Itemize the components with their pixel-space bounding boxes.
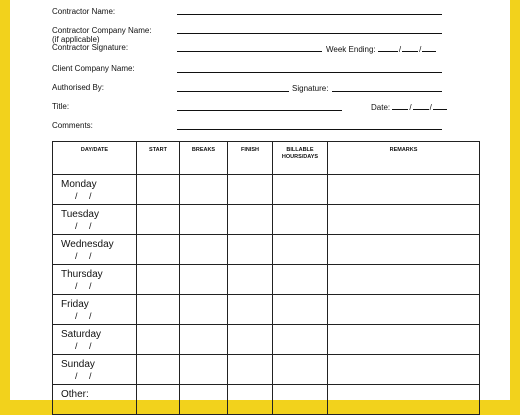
start-cell[interactable] [137,205,180,235]
breaks-cell[interactable] [180,355,228,385]
finish-cell[interactable] [228,355,273,385]
start-cell[interactable] [137,325,180,355]
date-label: Date: [371,103,391,112]
start-cell[interactable] [137,295,180,325]
table-row [53,295,480,325]
finish-cell[interactable] [228,235,273,265]
finish-cell[interactable] [228,175,273,205]
breaks-cell[interactable] [180,325,228,355]
client-company-line[interactable] [177,72,442,73]
remarks-cell[interactable] [328,355,480,385]
header-start: START [137,142,180,175]
date-year[interactable] [433,102,447,110]
day-label: Monday [61,179,97,190]
breaks-cell[interactable] [180,265,228,295]
billable-cell[interactable] [273,355,328,385]
date-field: Date: / / [371,102,447,112]
day-label: Sunday [61,359,95,370]
billable-cell[interactable] [273,175,328,205]
comments-line[interactable] [177,129,442,130]
header-day-date: DAY/DATE [53,142,137,175]
remarks-cell[interactable] [328,205,480,235]
contractor-company-label: Contractor Company Name: [52,26,152,35]
day-label: Thursday [61,269,103,280]
day-cell: Wednesday / / [53,235,137,265]
table-row [53,325,480,355]
date-month[interactable] [413,102,429,110]
authorised-by-line[interactable] [177,91,289,92]
title-line[interactable] [177,110,342,111]
if-applicable-label: (if applicable) [52,35,100,44]
header-billable: BILLABLE HOURS/DAYS [273,142,328,175]
finish-cell[interactable] [228,205,273,235]
table-row [53,205,480,235]
table-row [53,175,480,205]
timesheet-table [52,141,480,415]
billable-cell[interactable] [273,295,328,325]
finish-cell[interactable] [228,265,273,295]
day-cell: Thursday / / [53,265,137,295]
start-cell[interactable] [137,355,180,385]
comments-label: Comments: [52,121,93,130]
finish-cell[interactable] [228,295,273,325]
other-label: Other: [61,389,89,400]
header-breaks: BREAKS [180,142,228,175]
authorised-by-label: Authorised By: [52,83,105,92]
billable-cell[interactable] [273,325,328,355]
day-cell: Saturday / / [53,325,137,355]
remarks-cell[interactable] [328,265,480,295]
header-finish: FINISH [228,142,273,175]
table-header-row [53,142,480,175]
week-ending-field: Week Ending: / / [326,44,436,54]
start-cell[interactable] [137,235,180,265]
title-label: Title: [52,102,70,111]
week-ending-day[interactable] [378,44,398,52]
remarks-cell[interactable] [328,175,480,205]
start-cell[interactable] [137,265,180,295]
day-cell: Tuesday / / [53,205,137,235]
finish-cell[interactable] [228,325,273,355]
remarks-cell[interactable] [328,235,480,265]
day-cell: Sunday / / [53,355,137,385]
table-row [53,235,480,265]
date-day[interactable] [392,102,408,110]
day-cell: Monday / / [53,175,137,205]
day-label: Friday [61,299,89,310]
timesheet-page [10,0,510,400]
contractor-company-line[interactable] [177,33,442,34]
contractor-signature-label: Contractor Signature: [52,43,129,52]
header-remarks: REMARKS [328,142,480,175]
signature-line[interactable] [332,91,442,92]
billable-cell[interactable] [273,265,328,295]
client-company-label: Client Company Name: [52,64,135,73]
contractor-signature-line[interactable] [177,51,322,52]
contractor-name-line[interactable] [177,14,442,15]
week-ending-label: Week Ending: [326,45,376,54]
breaks-cell[interactable] [180,175,228,205]
day-label: Tuesday [61,209,99,220]
remarks-cell[interactable] [328,295,480,325]
breaks-cell[interactable] [180,205,228,235]
billable-cell[interactable] [273,205,328,235]
signature-label: Signature: [292,84,329,93]
breaks-cell[interactable] [180,295,228,325]
table-row [53,265,480,295]
day-cell: Friday / / [53,295,137,325]
week-ending-month[interactable] [402,44,418,52]
week-ending-year[interactable] [422,44,436,52]
table-row [53,355,480,385]
remarks-cell[interactable] [328,325,480,355]
start-cell[interactable] [137,175,180,205]
breaks-cell[interactable] [180,235,228,265]
contractor-name-label: Contractor Name: [52,7,116,16]
day-label: Wednesday [61,239,114,250]
billable-cell[interactable] [273,235,328,265]
day-label: Saturday [61,329,102,340]
